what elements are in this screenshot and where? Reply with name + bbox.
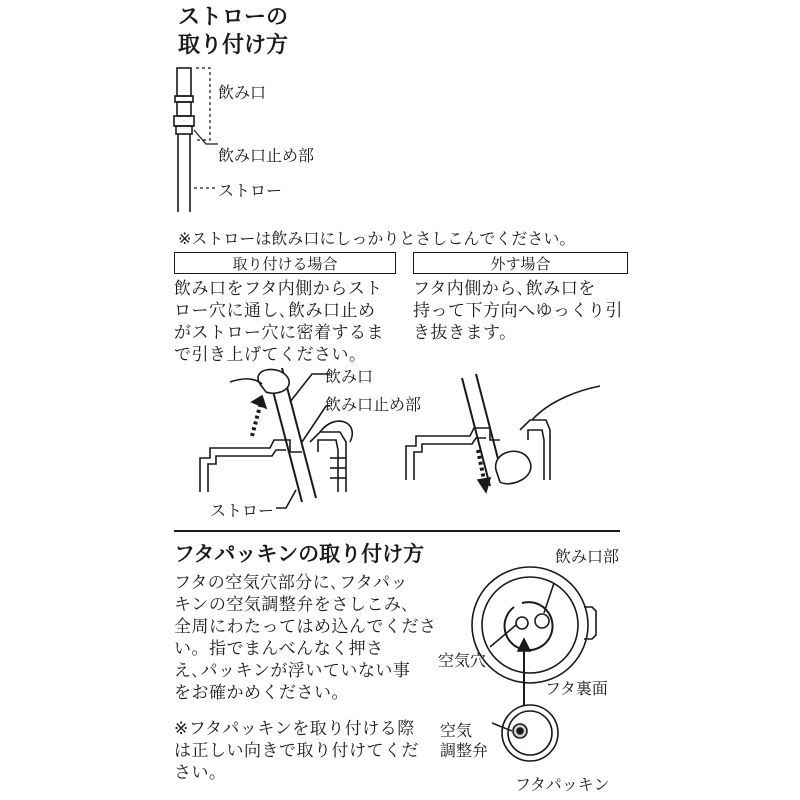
attach-line: ロー穴に通し､飲み口止め bbox=[174, 301, 376, 321]
section-divider bbox=[174, 530, 620, 532]
remove-line: フタ内側から､飲み口を bbox=[413, 279, 596, 299]
packing-section-title: フタパッキンの取り付け方 bbox=[174, 542, 425, 566]
packing-line: フタの空気穴部分に､フタパッ bbox=[174, 573, 408, 593]
packing-line: をお確かめください。 bbox=[174, 683, 349, 703]
mouthpiece-shape bbox=[177, 68, 191, 96]
packing-line: キンの空気調整弁をさしこみ､ bbox=[174, 595, 411, 615]
packing-line: 全周にわたってはめ込んでくださ bbox=[174, 617, 437, 637]
remove-illustration bbox=[400, 370, 610, 510]
packing-note-line: さい。 bbox=[174, 763, 227, 783]
remove-header: 外す場合 bbox=[413, 252, 628, 274]
stopper-shape bbox=[174, 116, 194, 126]
straw-section-title-line1: ストローの bbox=[178, 5, 289, 30]
illus-label-straw: ストロー bbox=[210, 501, 275, 520]
attach-line: 飲み口をフタ内側からスト bbox=[174, 279, 383, 299]
label-mouthpiece-stopper: 飲み口止め部 bbox=[218, 146, 315, 165]
label-lid-packing: フタパッキン bbox=[515, 775, 610, 794]
attach-header: 取り付ける場合 bbox=[174, 252, 396, 274]
attach-instructions bbox=[174, 278, 404, 366]
label-air-valve-line1: 空気 bbox=[440, 721, 473, 740]
packing-line: え､パッキンが浮いていない事 bbox=[174, 661, 411, 681]
straw-note: ※ストローは飲み口にしっかりとさしこんでください。 bbox=[178, 229, 576, 248]
packing-note bbox=[174, 718, 464, 784]
packing-note-line: は正しい向きで取り付けてくだ bbox=[174, 741, 419, 761]
attach-line: がストロー穴に密着するま bbox=[174, 323, 384, 343]
remove-instructions bbox=[413, 278, 638, 344]
attach-line: で引き上げてください。 bbox=[174, 345, 367, 365]
remove-line: き抜きます。 bbox=[413, 323, 517, 343]
illus-label-mouthpiece-stopper: 飲み口止め部 bbox=[325, 395, 422, 414]
label-mouthpiece-part: 飲み口部 bbox=[555, 547, 620, 566]
label-mouthpiece: 飲み口 bbox=[218, 83, 267, 102]
straw-section-title-line2: 取り付け方 bbox=[178, 33, 289, 58]
remove-line: 持って下方向へゆっくり引 bbox=[413, 301, 623, 321]
label-lid-back: フタ裏面 bbox=[545, 679, 608, 698]
packing-line: い。指でまんべんなく押さ bbox=[174, 639, 384, 659]
packing-instructions bbox=[174, 572, 464, 704]
illus-label-mouthpiece: 飲み口 bbox=[325, 367, 374, 386]
label-straw: ストロー bbox=[218, 181, 283, 200]
packing-diagram bbox=[470, 555, 620, 785]
packing-note-line: ※フタパッキンを取り付ける際 bbox=[174, 719, 415, 739]
label-air-hole: 空気穴 bbox=[438, 651, 487, 670]
label-air-valve-line2: 調整弁 bbox=[440, 741, 489, 760]
